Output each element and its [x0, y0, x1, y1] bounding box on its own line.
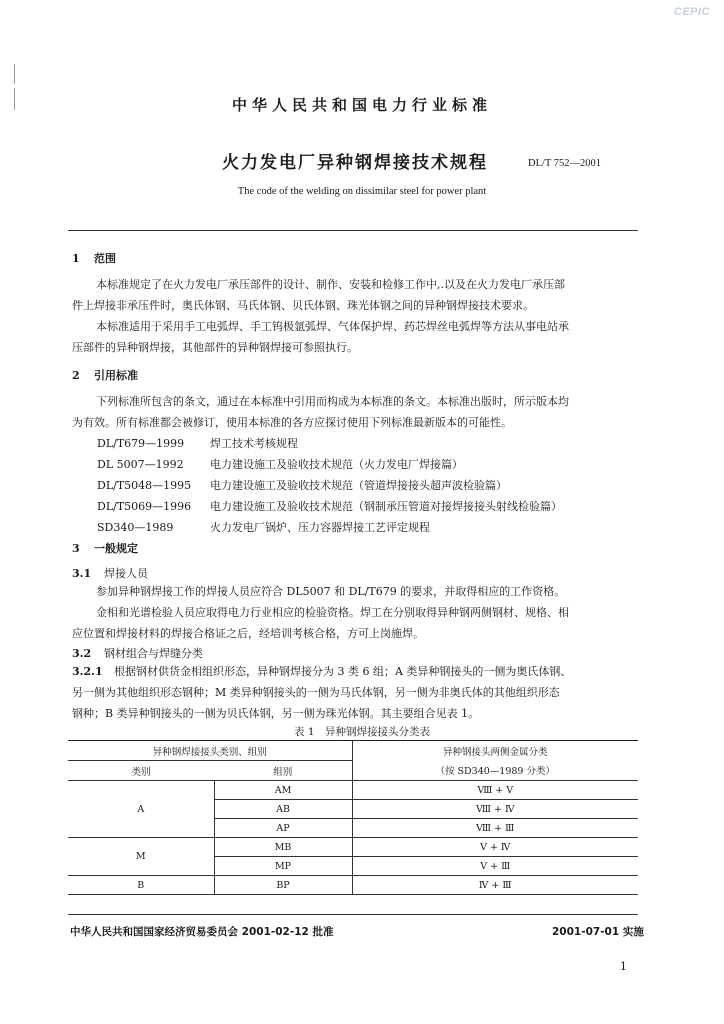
table-header-row: [68, 741, 638, 761]
paragraph-line: 件上焊接非承压件时，奥氏体钢、马氏体钢、贝氏体钢、珠光体钢之间的异种钢焊接技术要求。: [72, 299, 534, 312]
table-header-group-col: 组别: [214, 761, 352, 781]
table-header-row: [68, 761, 638, 781]
paragraph-line: 本标准适用于采用手工电弧焊、手工钨极氩弧焊、气体保护焊、药芯焊丝电弧焊等方法从事电站承: [96, 320, 569, 333]
paragraph-line: 为有效。所有标准都会被修订，使用本标准的各方应探讨使用下列标准最新版本的可能性。: [72, 416, 512, 429]
table-cell-metals: Ⅴ + Ⅲ: [352, 857, 638, 876]
paragraph-line: 金相和光谱检验人员应取得电力行业相应的检验资格。焊工在分别取得异种钢两侧钢材、规格、相: [96, 606, 569, 619]
paragraph-line: 本标准规定了在火力发电厂承压部件的设计、制作、安装和检修工作中,.以及在火力发电厂承压部: [96, 278, 565, 291]
paragraph-line: 应位置和焊接材料的焊接合格证之后，经培训考核合格，方可上岗施焊。: [72, 627, 424, 640]
binding-mark: [14, 64, 15, 84]
paragraph-line: 压部件的异种钢焊接，其他部件的异种钢焊接可参照执行。: [72, 341, 358, 354]
table-cell-metals: Ⅴ + Ⅳ: [352, 838, 638, 857]
table-header-group: 异种钢焊接接头类别、组别: [68, 741, 352, 761]
subsection-heading: 3.1 焊接人员: [72, 567, 148, 580]
reference-code: DL/T5048—1995: [97, 479, 192, 492]
reference-code: DL 5007—1992: [97, 458, 184, 471]
table-cell-category: A: [68, 781, 214, 838]
section-heading: 3 一般规定: [72, 542, 138, 555]
paragraph-line: 下列标准所包含的条文，通过在本标准中引用而构成为本标准的条文。本标准出版时，所示版本均: [96, 395, 569, 408]
reference-code: DL/T679—1999: [97, 437, 185, 450]
table-cell-group: AB: [214, 800, 352, 819]
paragraph-line: 钢种；B 类异种钢接头的一侧为贝氏体钢，另一侧为珠光体钢。其主要组合见表 1。: [72, 707, 480, 720]
table-cell-category: B: [68, 876, 214, 895]
reference-code: DL/T5069—1996: [97, 500, 192, 513]
watermark-logo: CEPIC: [673, 6, 710, 18]
table-cell-group: AM: [214, 781, 352, 800]
table-caption: 表 1 异种钢焊接接头分类表: [293, 726, 431, 738]
table-cell-metals: Ⅷ + Ⅲ: [352, 819, 638, 838]
table-cell-group: BP: [214, 876, 352, 895]
table-cell-metals: Ⅳ + Ⅲ: [352, 876, 638, 895]
table-row: [68, 876, 638, 895]
table-cell-group: MB: [214, 838, 352, 857]
table-row: [68, 781, 638, 800]
table-cell-metals: Ⅷ + Ⅳ: [352, 800, 638, 819]
page-number: 1: [620, 960, 627, 973]
reference-name: 焊工技术考核规程: [210, 437, 298, 450]
approval-statement: 中华人民共和国国家经济贸易委员会 2001-02-12 批准: [70, 926, 334, 938]
footer-divider: [68, 914, 638, 915]
paragraph-line: 另一侧为其他组织形态钢种；M 类异种钢接头的一侧为马氏体钢，另一侧为非奥氏体的其他组织形态: [72, 686, 560, 699]
table-row: [68, 838, 638, 857]
english-title: The code of the welding on dissimilar steel for power plant: [237, 186, 487, 197]
reference-name: 电力建设施工及验收技术规范（管道焊接接头超声波检验篇）: [210, 479, 507, 492]
table-cell-category: M: [68, 838, 214, 876]
joint-classification-table: [68, 740, 638, 895]
reference-code: SD340—1989: [97, 521, 174, 534]
reference-name: 火力发电厂锅炉、压力容器焊接工艺评定规程: [210, 521, 430, 534]
subsection-heading: 3.2 钢材组合与焊缝分类: [72, 647, 203, 660]
document-title: 火力发电厂异种钢焊接技术规程: [222, 153, 488, 173]
paragraph-line: 3.2.1 根据钢材供货金相组织形态，异种钢焊接分为 3 类 6 组；A 类异种钢接头的一侧为奥氏体钢、: [72, 665, 572, 678]
standard-title: 中华人民共和国电力行业标准: [231, 96, 492, 114]
section-heading: 1 范围: [72, 252, 116, 265]
table-cell-group: AP: [214, 819, 352, 838]
table-header-metals: 异种钢接头两侧金属分类: [352, 741, 638, 761]
table-cell-metals: Ⅷ + Ⅴ: [352, 781, 638, 800]
section-heading: 2 引用标准: [72, 369, 138, 382]
table-header-category: 类别: [68, 761, 214, 781]
table-cell-group: MP: [214, 857, 352, 876]
reference-name: 电力建设施工及验收技术规范（钢制承压管道对接焊接接头射线检验篇）: [210, 500, 562, 513]
table-header-metals-sub: （按 SD340—1989 分类）: [352, 761, 638, 781]
document-number: DL/T 752—2001: [528, 158, 602, 169]
header-divider: [68, 230, 638, 231]
reference-name: 电力建设施工及验收技术规范（火力发电厂焊接篇）: [210, 458, 463, 471]
paragraph-line: 参加异种钢焊接工作的焊接人员应符合 DL5007 和 DL/T679 的要求，并取得相应的工作资格。: [96, 585, 566, 598]
effective-date: 2001-07-01 实施: [552, 926, 644, 938]
